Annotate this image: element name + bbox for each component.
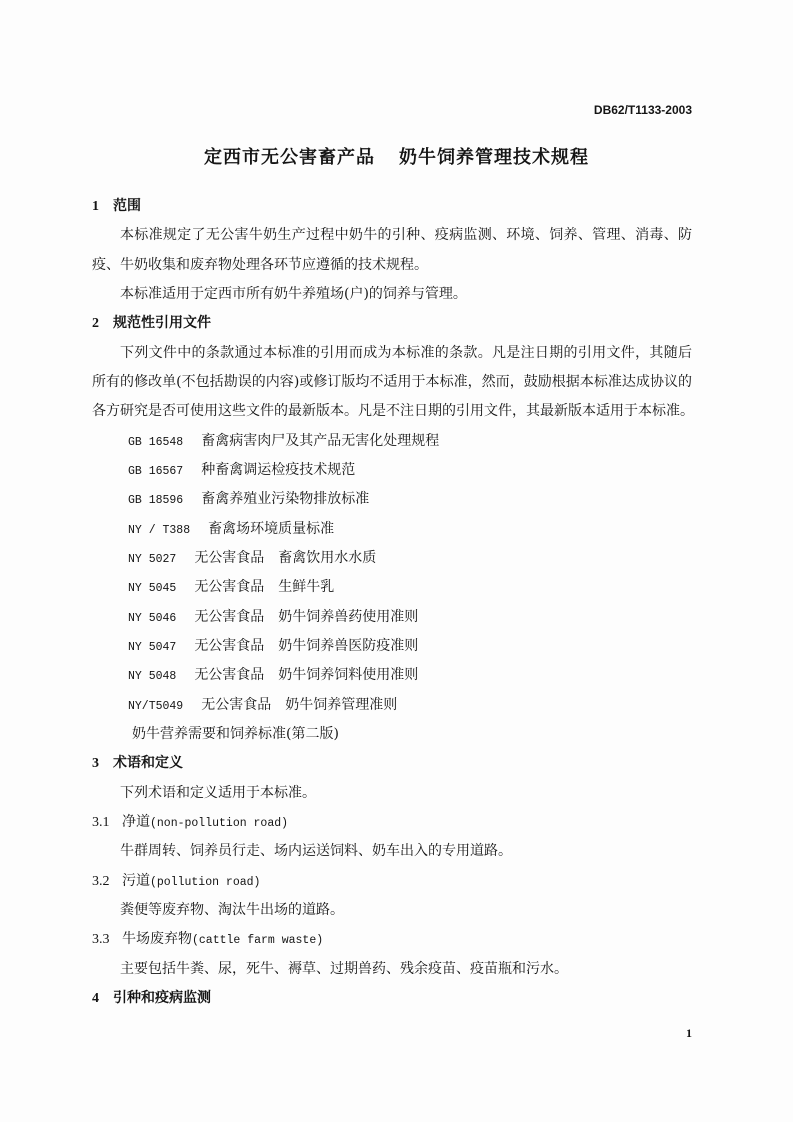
section-1-heading bbox=[92, 192, 692, 221]
reference-code: GB 16567 bbox=[128, 464, 184, 478]
section-number: 3 bbox=[92, 756, 99, 772]
document-body bbox=[92, 192, 692, 1013]
reference-name: 无公害食品 奶牛饲养管理准则 bbox=[201, 696, 398, 713]
term-number: 3.2 bbox=[92, 873, 110, 889]
paragraph-line: 疫、牛奶收集和废弃物处理各环节应遵循的技术规程。 bbox=[92, 256, 428, 273]
term-number: 3.1 bbox=[92, 814, 110, 830]
reference-name: 无公害食品 奶牛饲养饲料使用准则 bbox=[194, 667, 419, 684]
reference-code: NY 5048 bbox=[128, 670, 177, 684]
reference-code: NY 5045 bbox=[128, 582, 177, 596]
reference-item bbox=[92, 632, 692, 661]
reference-name: 无公害食品 生鲜牛乳 bbox=[194, 579, 335, 596]
section-number: 2 bbox=[92, 316, 99, 332]
reference-item-extra: 奶牛营养需要和饲养标准(第二版) bbox=[132, 725, 339, 742]
term-definition: 牛群周转、饲养员行走、场内运送饲料、奶车出入的专用道路。 bbox=[120, 843, 512, 860]
section-title: 引种和疫病监测 bbox=[113, 989, 211, 1006]
document-title bbox=[0, 146, 793, 170]
paragraph-line: 下列术语和定义适用于本标准。 bbox=[120, 784, 316, 801]
section-title: 规范性引用文件 bbox=[113, 315, 211, 332]
section-number: 1 bbox=[92, 199, 99, 214]
reference-code: NY 5047 bbox=[128, 640, 177, 654]
reference-code: NY 5027 bbox=[128, 552, 177, 566]
reference-item bbox=[92, 427, 692, 456]
paragraph-line: 本标准适用于定西市所有奶牛养殖场(户)的饲养与管理。 bbox=[120, 285, 467, 302]
reference-name: 种畜禽调运检疫技术规范 bbox=[201, 461, 356, 478]
term-name: 污道 bbox=[122, 872, 150, 889]
reference-code: GB 18596 bbox=[128, 494, 184, 508]
section-number: 4 bbox=[92, 990, 99, 1006]
term-heading bbox=[92, 808, 692, 837]
term-name: 净道 bbox=[122, 813, 150, 830]
reference-name: 无公害食品 奶牛饲养兽药使用准则 bbox=[194, 608, 419, 625]
reference-name: 无公害食品 畜禽饮用水水质 bbox=[194, 549, 377, 566]
reference-code: NY 5046 bbox=[128, 611, 177, 625]
paragraph-line: 所有的修改单(不包括勘误的内容)或修订版均不适用于本标准，然而，鼓励根据本标准达成协议的 bbox=[92, 373, 692, 390]
section-title: 术语和定义 bbox=[113, 755, 183, 772]
reference-item bbox=[92, 691, 692, 720]
section-4-heading bbox=[92, 984, 692, 1013]
section-title: 范围 bbox=[113, 198, 141, 214]
reference-item bbox=[92, 544, 692, 573]
reference-code: NY/T5049 bbox=[128, 699, 184, 713]
paragraph-line: 各方研究是否可使用这些文件的最新版本。凡是不注日期的引用文件，其最新版本适用于本标准。 bbox=[92, 403, 694, 420]
term-english: (non-pollution road) bbox=[150, 816, 289, 830]
term-definition: 粪便等废弃物、淘汰牛出场的道路。 bbox=[120, 901, 344, 918]
term-english: (pollution road) bbox=[150, 875, 261, 889]
reference-name: 畜禽病害肉尸及其产品无害化处理规程 bbox=[201, 432, 440, 449]
term-definition: 主要包括牛粪、尿，死牛、褥草、过期兽药、残余疫苗、疫苗瓶和污水。 bbox=[120, 960, 568, 977]
reference-item bbox=[92, 515, 692, 544]
title-sub: 奶牛饲养管理技术规程 bbox=[399, 147, 589, 168]
document-code: DB62/T1133-2003 bbox=[593, 103, 692, 117]
term-english: (cattle farm waste) bbox=[192, 934, 324, 948]
reference-name: 无公害食品 奶牛饲养兽医防疫准则 bbox=[194, 637, 419, 654]
term-name: 牛场废弃物 bbox=[122, 931, 192, 948]
reference-item bbox=[92, 485, 692, 514]
section-3-heading bbox=[92, 749, 692, 778]
reference-item bbox=[92, 456, 692, 485]
reference-item bbox=[92, 661, 692, 690]
section-2-heading bbox=[92, 309, 692, 338]
reference-name: 畜禽场环境质量标准 bbox=[208, 520, 335, 537]
term-heading bbox=[92, 867, 692, 896]
paragraph-line: 本标准规定了无公害牛奶生产过程中奶牛的引种、疫病监测、环境、饲养、管理、消毒、防 bbox=[120, 227, 692, 244]
title-main: 定西市无公害畜产品 bbox=[204, 147, 375, 168]
page-number: 1 bbox=[686, 1026, 692, 1040]
reference-code: GB 16548 bbox=[128, 435, 184, 449]
term-heading bbox=[92, 925, 692, 954]
reference-item bbox=[92, 603, 692, 632]
reference-code: NY / T388 bbox=[128, 523, 191, 537]
term-number: 3.3 bbox=[92, 932, 110, 948]
reference-item bbox=[92, 573, 692, 602]
reference-name: 畜禽养殖业污染物排放标准 bbox=[201, 491, 370, 508]
paragraph-line: 下列文件中的条款通过本标准的引用而成为本标准的条款。凡是注日期的引用文件，其随后 bbox=[120, 344, 692, 361]
